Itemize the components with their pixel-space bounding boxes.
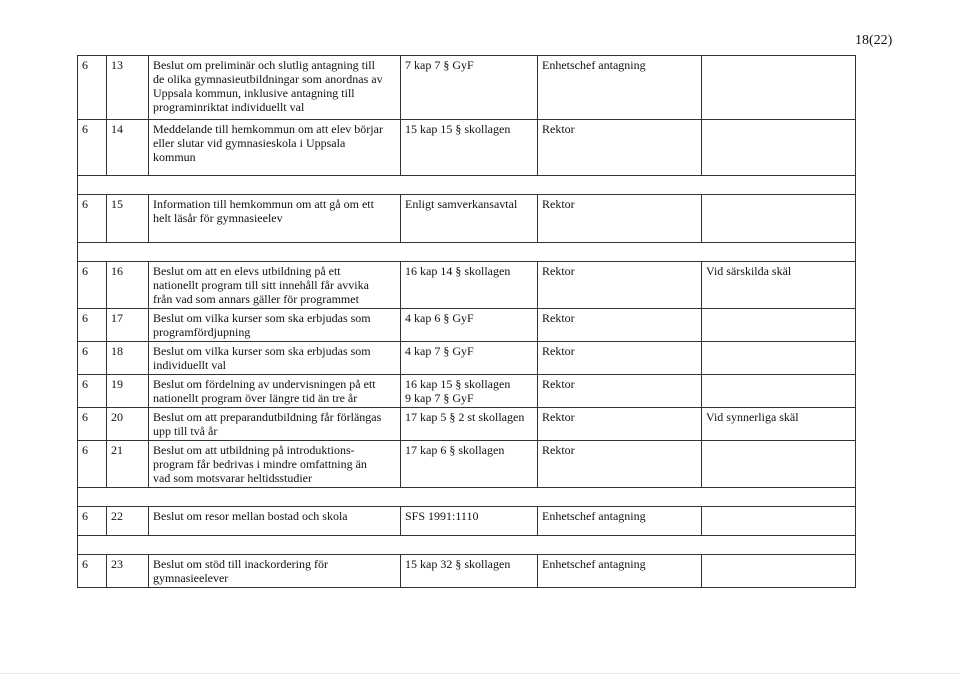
chapter-cell: 6 (78, 120, 107, 176)
legal-basis-text: 4 kap 6 § GyF (405, 311, 474, 325)
description-cell (149, 507, 401, 536)
note-cell (702, 195, 856, 243)
legal-basis-text: Enligt samverkansavtal (405, 197, 518, 211)
delegate-cell: Rektor (538, 262, 702, 309)
note-cell (702, 555, 856, 588)
description-text: Information till hemkommun om att gå om ett helt läsår för gymnasieelev (153, 197, 374, 225)
note-cell (702, 342, 856, 375)
description-text: Beslut om fördelning av undervisningen på ett nationellt program över längre tid än tre år (153, 377, 376, 405)
legal-basis-text: SFS 1991:1110 (405, 509, 479, 523)
chapter-cell: 6 (78, 408, 107, 441)
legal-basis-text: 15 kap 15 § skollagen (405, 122, 511, 136)
page-edge-line (0, 673, 960, 674)
description-text: Beslut om vilka kurser som ska erbjudas som programfördjupning (153, 311, 371, 339)
legal-basis-text: 15 kap 32 § skollagen (405, 557, 511, 571)
item-cell: 18 (107, 342, 149, 375)
item-cell: 14 (107, 120, 149, 176)
table-row (78, 375, 856, 408)
legal-basis-cell (401, 195, 538, 243)
legal-basis-cell (401, 441, 538, 488)
table-row (78, 56, 856, 120)
description-cell (149, 195, 401, 243)
table-gap (78, 243, 856, 262)
chapter-cell: 6 (78, 56, 107, 120)
legal-basis-cell (401, 262, 538, 309)
chapter-cell: 6 (78, 441, 107, 488)
legal-basis-cell (401, 408, 538, 441)
delegate-cell: Rektor (538, 309, 702, 342)
delegate-cell: Rektor (538, 195, 702, 243)
legal-basis-cell (401, 555, 538, 588)
table-row (78, 441, 856, 488)
description-text: Beslut om preliminär och slutlig antagning till de olika gymnasieutbildningar som anordnas av Uppsala kommun, inklusive antagning till programinriktat individuellt val (153, 58, 383, 114)
note-cell (702, 309, 856, 342)
legal-basis-text: 7 kap 7 § GyF (405, 58, 474, 72)
chapter-cell: 6 (78, 309, 107, 342)
item-cell: 22 (107, 507, 149, 536)
gap-cell (78, 176, 856, 195)
delegate-cell: Rektor (538, 375, 702, 408)
description-cell (149, 342, 401, 375)
description-text: Beslut om vilka kurser som ska erbjudas som individuellt val (153, 344, 371, 372)
delegate-cell: Enhetschef antagning (538, 555, 702, 588)
legal-basis-text: 16 kap 14 § skollagen (405, 264, 511, 278)
item-cell: 23 (107, 555, 149, 588)
delegation-table (77, 55, 856, 588)
description-cell (149, 120, 401, 176)
note-cell (702, 507, 856, 536)
table-row (78, 408, 856, 441)
note-cell: Vid synnerliga skäl (702, 408, 856, 441)
note-cell (702, 375, 856, 408)
legal-basis-cell (401, 120, 538, 176)
legal-basis-text: 16 kap 15 § skollagen 9 kap 7 § GyF (405, 377, 511, 405)
legal-basis-cell (401, 309, 538, 342)
item-cell: 16 (107, 262, 149, 309)
item-cell: 15 (107, 195, 149, 243)
description-cell (149, 262, 401, 309)
delegate-cell: Rektor (538, 441, 702, 488)
chapter-cell: 6 (78, 262, 107, 309)
item-cell: 20 (107, 408, 149, 441)
chapter-cell: 6 (78, 507, 107, 536)
gap-cell (78, 488, 856, 507)
table-row (78, 342, 856, 375)
legal-basis-cell (401, 507, 538, 536)
delegate-cell: Rektor (538, 408, 702, 441)
description-text: Meddelande till hemkommun om att elev börjar eller slutar vid gymnasieskola i Uppsala kommun (153, 122, 383, 164)
description-cell (149, 408, 401, 441)
delegate-cell: Rektor (538, 342, 702, 375)
description-text: Beslut om stöd till inackordering för gymnasieelever (153, 557, 328, 585)
table-row (78, 555, 856, 588)
chapter-cell: 6 (78, 195, 107, 243)
chapter-cell: 6 (78, 555, 107, 588)
description-text: Beslut om resor mellan bostad och skola (153, 509, 348, 523)
note-cell: Vid särskilda skäl (702, 262, 856, 309)
description-cell (149, 441, 401, 488)
legal-basis-cell (401, 342, 538, 375)
delegate-cell: Enhetschef antagning (538, 56, 702, 120)
item-cell: 17 (107, 309, 149, 342)
description-cell (149, 309, 401, 342)
table-row (78, 262, 856, 309)
note-cell (702, 120, 856, 176)
table-row (78, 309, 856, 342)
chapter-cell: 6 (78, 342, 107, 375)
table-gap (78, 176, 856, 195)
legal-basis-text: 17 kap 5 § 2 st skollagen (405, 410, 525, 424)
note-cell (702, 56, 856, 120)
table-row (78, 195, 856, 243)
description-text: Beslut om att en elevs utbildning på ett nationellt program till sitt innehåll får avvika från vad som annars gäller för programmet (153, 264, 369, 306)
gap-cell (78, 243, 856, 262)
legal-basis-text: 17 kap 6 § skollagen (405, 443, 505, 457)
description-cell (149, 375, 401, 408)
legal-basis-cell (401, 375, 538, 408)
table-row (78, 507, 856, 536)
item-cell: 13 (107, 56, 149, 120)
description-cell (149, 56, 401, 120)
table-row (78, 120, 856, 176)
description-text: Beslut om att utbildning på introduktions- program får bedrivas i mindre omfattning än vad som motsvarar heltidsstudier (153, 443, 367, 485)
chapter-cell: 6 (78, 375, 107, 408)
item-cell: 21 (107, 441, 149, 488)
table-gap (78, 488, 856, 507)
delegate-cell: Rektor (538, 120, 702, 176)
page-number: 18(22) (855, 33, 893, 48)
description-text: Beslut om att preparandutbildning får förlängas upp till två år (153, 410, 382, 438)
description-cell (149, 555, 401, 588)
legal-basis-text: 4 kap 7 § GyF (405, 344, 474, 358)
gap-cell (78, 536, 856, 555)
item-cell: 19 (107, 375, 149, 408)
table-gap (78, 536, 856, 555)
legal-basis-cell (401, 56, 538, 120)
delegate-cell: Enhetschef antagning (538, 507, 702, 536)
note-cell (702, 441, 856, 488)
